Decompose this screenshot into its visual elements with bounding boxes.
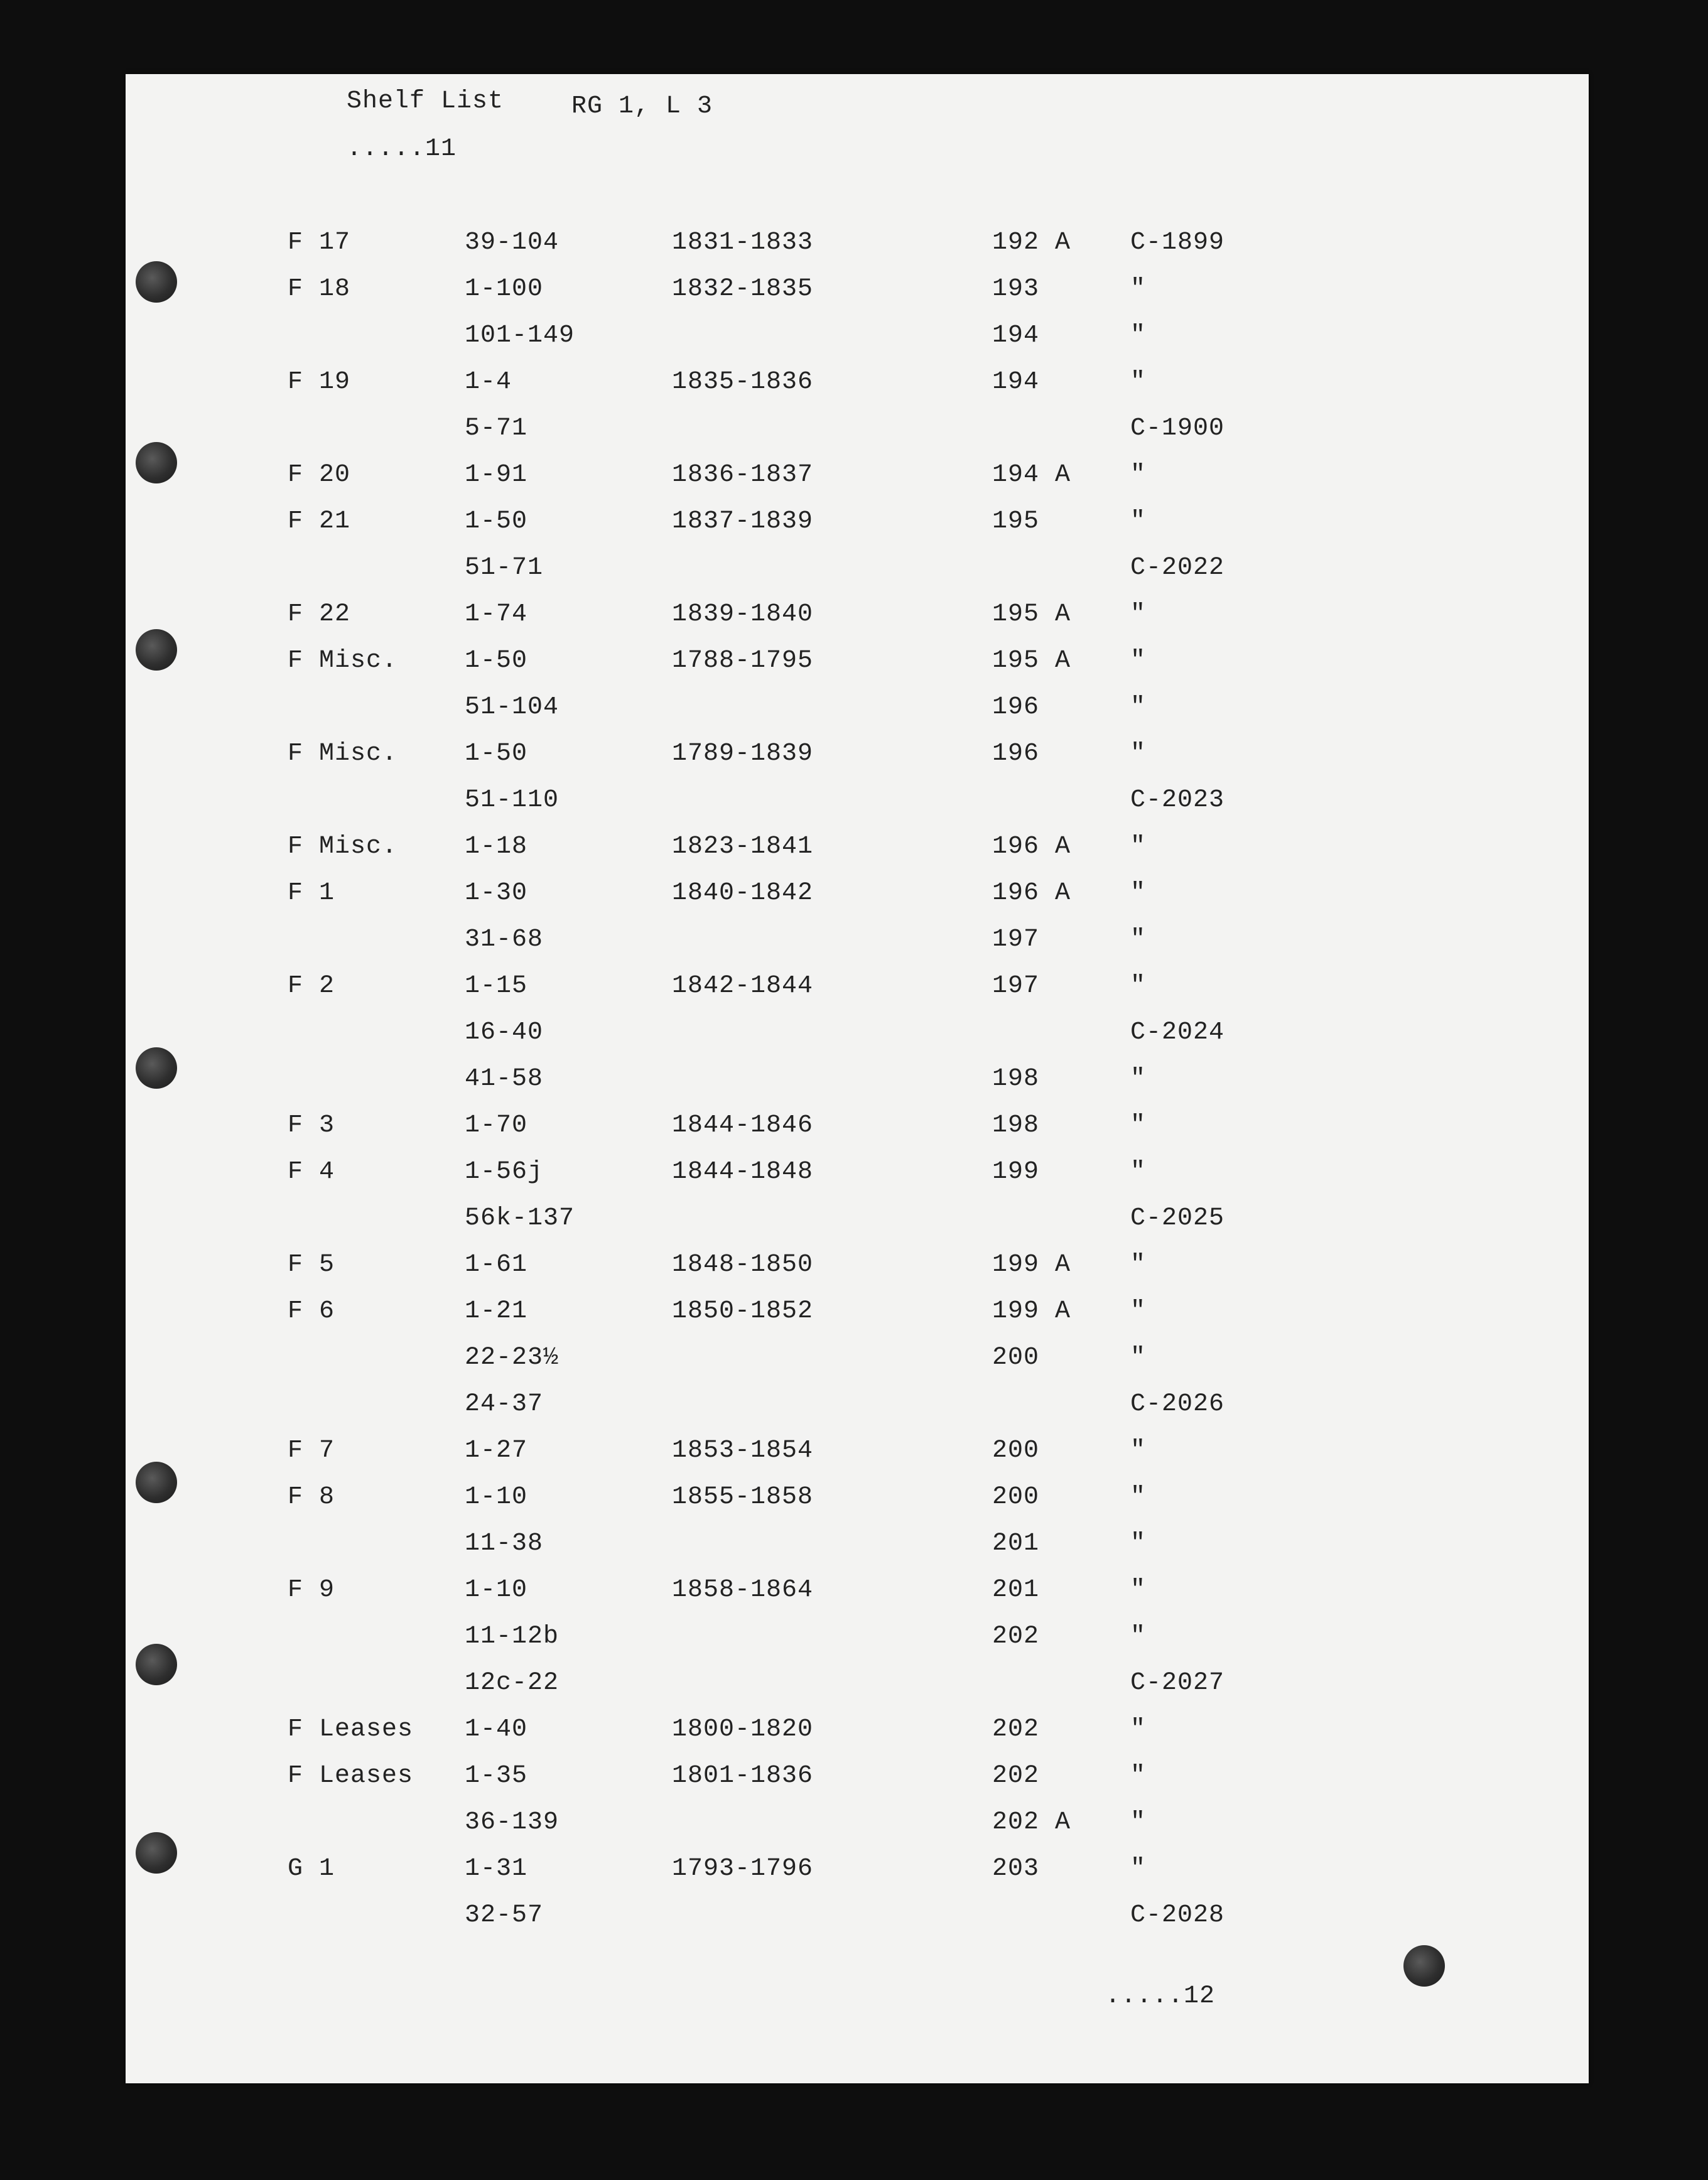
punch-hole bbox=[136, 1047, 177, 1089]
container-cell: " bbox=[1130, 1344, 1147, 1372]
date-range-cell: 1844-1848 bbox=[672, 1158, 814, 1186]
container-cell: C-2026 bbox=[1130, 1390, 1225, 1418]
date-range-cell: 1858-1864 bbox=[672, 1576, 814, 1604]
item-range-cell: 1-50 bbox=[465, 507, 528, 536]
list-row bbox=[126, 1018, 1589, 1055]
container-cell: " bbox=[1130, 275, 1147, 303]
box-number-cell: 203 bbox=[992, 1855, 1040, 1883]
folder-cell: F 2 bbox=[288, 972, 335, 1000]
folder-cell: F 17 bbox=[288, 229, 351, 257]
folder-cell: F 4 bbox=[288, 1158, 335, 1186]
date-range-cell: 1793-1796 bbox=[672, 1855, 814, 1883]
list-row bbox=[126, 832, 1589, 870]
list-row bbox=[126, 785, 1589, 823]
date-range-cell: 1823-1841 bbox=[672, 833, 814, 861]
list-row bbox=[126, 1157, 1589, 1195]
folder-cell: F 21 bbox=[288, 507, 351, 536]
box-number-cell: 199 A bbox=[992, 1297, 1071, 1325]
box-number-cell: 196 bbox=[992, 740, 1040, 768]
container-cell: " bbox=[1130, 740, 1147, 768]
date-range-cell: 1839-1840 bbox=[672, 600, 814, 629]
list-row bbox=[126, 971, 1589, 1009]
date-range-cell: 1832-1835 bbox=[672, 275, 814, 303]
date-range-cell: 1831-1833 bbox=[672, 229, 814, 257]
folder-cell: F 6 bbox=[288, 1297, 335, 1325]
box-number-cell: 201 bbox=[992, 1530, 1040, 1558]
date-range-cell: 1836-1837 bbox=[672, 461, 814, 489]
folder-cell: F 5 bbox=[288, 1251, 335, 1279]
date-range-cell: 1850-1852 bbox=[672, 1297, 814, 1325]
item-range-cell: 12c-22 bbox=[465, 1669, 559, 1697]
folder-cell: F Misc. bbox=[288, 647, 398, 675]
container-cell: " bbox=[1130, 1530, 1147, 1558]
item-range-cell: 39-104 bbox=[465, 229, 559, 257]
container-cell: C-2025 bbox=[1130, 1204, 1225, 1233]
container-cell: " bbox=[1130, 1483, 1147, 1511]
item-range-cell: 24-37 bbox=[465, 1390, 544, 1418]
item-range-cell: 16-40 bbox=[465, 1018, 544, 1047]
folder-cell: F 18 bbox=[288, 275, 351, 303]
record-group-reference: RG 1, L 3 bbox=[571, 92, 713, 121]
container-cell: " bbox=[1130, 1622, 1147, 1651]
container-cell: " bbox=[1130, 507, 1147, 536]
container-cell: " bbox=[1130, 1297, 1147, 1325]
container-cell: C-2023 bbox=[1130, 786, 1225, 814]
list-row bbox=[126, 321, 1589, 359]
container-cell: " bbox=[1130, 693, 1147, 721]
box-number-cell: 202 bbox=[992, 1622, 1040, 1651]
list-row bbox=[126, 600, 1589, 637]
container-cell: " bbox=[1130, 1065, 1147, 1093]
folder-cell: F Leases bbox=[288, 1762, 414, 1790]
container-cell: " bbox=[1130, 1251, 1147, 1279]
item-range-cell: 1-35 bbox=[465, 1762, 528, 1790]
item-range-cell: 11-12b bbox=[465, 1622, 559, 1651]
list-row bbox=[126, 1622, 1589, 1659]
item-range-cell: 11-38 bbox=[465, 1530, 544, 1558]
box-number-cell: 194 bbox=[992, 368, 1040, 396]
box-number-cell: 195 A bbox=[992, 647, 1071, 675]
container-cell: " bbox=[1130, 321, 1147, 350]
container-cell: C-1899 bbox=[1130, 229, 1225, 257]
box-number-cell: 200 bbox=[992, 1344, 1040, 1372]
box-number-cell: 196 A bbox=[992, 833, 1071, 861]
container-cell: " bbox=[1130, 461, 1147, 489]
date-range-cell: 1844-1846 bbox=[672, 1111, 814, 1140]
item-range-cell: 1-74 bbox=[465, 600, 528, 629]
list-row bbox=[126, 1204, 1589, 1241]
container-cell: C-2024 bbox=[1130, 1018, 1225, 1047]
box-number-cell: 200 bbox=[992, 1483, 1040, 1511]
punch-hole bbox=[136, 629, 177, 671]
container-cell: " bbox=[1130, 647, 1147, 675]
container-cell: " bbox=[1130, 1808, 1147, 1837]
folder-cell: F Leases bbox=[288, 1715, 414, 1744]
folder-cell: F 1 bbox=[288, 879, 335, 907]
punch-hole bbox=[136, 1644, 177, 1685]
item-range-cell: 1-91 bbox=[465, 461, 528, 489]
list-row bbox=[126, 693, 1589, 730]
item-range-cell: 1-70 bbox=[465, 1111, 528, 1140]
date-range-cell: 1800-1820 bbox=[672, 1715, 814, 1744]
date-range-cell: 1835-1836 bbox=[672, 368, 814, 396]
folder-cell: F 19 bbox=[288, 368, 351, 396]
list-row bbox=[126, 1389, 1589, 1427]
date-range-cell: 1848-1850 bbox=[672, 1251, 814, 1279]
date-range-cell: 1855-1858 bbox=[672, 1483, 814, 1511]
box-number-cell: 199 bbox=[992, 1158, 1040, 1186]
box-number-cell: 193 bbox=[992, 275, 1040, 303]
folder-cell: F 9 bbox=[288, 1576, 335, 1604]
folder-cell: G 1 bbox=[288, 1855, 335, 1883]
punch-hole bbox=[136, 261, 177, 303]
box-number-cell: 202 bbox=[992, 1762, 1040, 1790]
item-range-cell: 1-50 bbox=[465, 740, 528, 768]
list-row bbox=[126, 646, 1589, 684]
container-cell: " bbox=[1130, 1111, 1147, 1140]
list-row bbox=[126, 1668, 1589, 1706]
punch-hole bbox=[136, 1832, 177, 1874]
item-range-cell: 32-57 bbox=[465, 1901, 544, 1929]
list-row bbox=[126, 414, 1589, 451]
box-number-cell: 199 A bbox=[992, 1251, 1071, 1279]
box-number-cell: 197 bbox=[992, 925, 1040, 954]
folder-cell: F 22 bbox=[288, 600, 351, 629]
list-row bbox=[126, 925, 1589, 963]
container-cell: C-2027 bbox=[1130, 1669, 1225, 1697]
item-range-cell: 101-149 bbox=[465, 321, 575, 350]
box-number-cell: 200 bbox=[992, 1437, 1040, 1465]
container-cell: C-1900 bbox=[1130, 414, 1225, 443]
container-cell: " bbox=[1130, 600, 1147, 629]
item-range-cell: 1-30 bbox=[465, 879, 528, 907]
item-range-cell: 1-10 bbox=[465, 1483, 528, 1511]
item-range-cell: 1-100 bbox=[465, 275, 544, 303]
box-number-cell: 192 A bbox=[992, 229, 1071, 257]
box-number-cell: 198 bbox=[992, 1065, 1040, 1093]
item-range-cell: 22-23½ bbox=[465, 1344, 559, 1372]
container-cell: C-2022 bbox=[1130, 554, 1225, 582]
item-range-cell: 1-18 bbox=[465, 833, 528, 861]
folder-cell: F Misc. bbox=[288, 833, 398, 861]
shelf-list-title: Shelf List bbox=[347, 87, 504, 116]
item-range-cell: 41-58 bbox=[465, 1065, 544, 1093]
container-cell: " bbox=[1130, 1715, 1147, 1744]
list-row bbox=[126, 1436, 1589, 1474]
box-number-cell: 202 A bbox=[992, 1808, 1071, 1837]
item-range-cell: 31-68 bbox=[465, 925, 544, 954]
list-row bbox=[126, 1297, 1589, 1334]
container-cell: " bbox=[1130, 1576, 1147, 1604]
container-cell: " bbox=[1130, 925, 1147, 954]
box-number-cell: 195 bbox=[992, 507, 1040, 536]
item-range-cell: 1-10 bbox=[465, 1576, 528, 1604]
container-cell: " bbox=[1130, 1762, 1147, 1790]
date-range-cell: 1801-1836 bbox=[672, 1762, 814, 1790]
date-range-cell: 1837-1839 bbox=[672, 507, 814, 536]
date-range-cell: 1842-1844 bbox=[672, 972, 814, 1000]
punch-hole bbox=[1403, 1945, 1445, 1987]
box-number-cell: 201 bbox=[992, 1576, 1040, 1604]
list-row bbox=[126, 367, 1589, 405]
list-row bbox=[126, 1111, 1589, 1148]
list-row bbox=[126, 1808, 1589, 1845]
list-row bbox=[126, 460, 1589, 498]
box-number-cell: 195 A bbox=[992, 600, 1071, 629]
container-cell: " bbox=[1130, 1855, 1147, 1883]
item-range-cell: 1-15 bbox=[465, 972, 528, 1000]
list-row bbox=[126, 507, 1589, 544]
item-range-cell: 1-56j bbox=[465, 1158, 544, 1186]
list-row bbox=[126, 1529, 1589, 1567]
box-number-cell: 196 A bbox=[992, 879, 1071, 907]
punch-hole bbox=[136, 442, 177, 483]
list-row bbox=[126, 228, 1589, 266]
item-range-cell: 51-71 bbox=[465, 554, 544, 582]
list-row bbox=[126, 1482, 1589, 1520]
item-range-cell: 51-110 bbox=[465, 786, 559, 814]
box-number-cell: 197 bbox=[992, 972, 1040, 1000]
list-row bbox=[126, 1715, 1589, 1752]
list-row bbox=[126, 1250, 1589, 1288]
folder-cell: F 8 bbox=[288, 1483, 335, 1511]
list-row bbox=[126, 878, 1589, 916]
container-cell: C-2028 bbox=[1130, 1901, 1225, 1929]
item-range-cell: 1-4 bbox=[465, 368, 512, 396]
item-range-cell: 1-31 bbox=[465, 1855, 528, 1883]
item-range-cell: 36-139 bbox=[465, 1808, 559, 1837]
box-number-cell: 198 bbox=[992, 1111, 1040, 1140]
date-range-cell: 1788-1795 bbox=[672, 647, 814, 675]
container-cell: " bbox=[1130, 1437, 1147, 1465]
container-cell: " bbox=[1130, 879, 1147, 907]
folder-cell: F 20 bbox=[288, 461, 351, 489]
item-range-cell: 1-21 bbox=[465, 1297, 528, 1325]
list-row bbox=[126, 553, 1589, 591]
box-number-cell: 196 bbox=[992, 693, 1040, 721]
item-range-cell: 51-104 bbox=[465, 693, 559, 721]
list-row bbox=[126, 739, 1589, 777]
page-marker-end: .....12 bbox=[1105, 1982, 1216, 2010]
box-number-cell: 194 A bbox=[992, 461, 1071, 489]
folder-cell: F 3 bbox=[288, 1111, 335, 1140]
item-range-cell: 1-50 bbox=[465, 647, 528, 675]
container-cell: " bbox=[1130, 368, 1147, 396]
folder-cell: F Misc. bbox=[288, 740, 398, 768]
page-marker-start: .....11 bbox=[347, 135, 457, 163]
box-number-cell: 202 bbox=[992, 1715, 1040, 1744]
item-range-cell: 56k-137 bbox=[465, 1204, 575, 1233]
date-range-cell: 1853-1854 bbox=[672, 1437, 814, 1465]
box-number-cell: 194 bbox=[992, 321, 1040, 350]
item-range-cell: 5-71 bbox=[465, 414, 528, 443]
item-range-cell: 1-61 bbox=[465, 1251, 528, 1279]
item-range-cell: 1-40 bbox=[465, 1715, 528, 1744]
item-range-cell: 1-27 bbox=[465, 1437, 528, 1465]
container-cell: " bbox=[1130, 972, 1147, 1000]
folder-cell: F 7 bbox=[288, 1437, 335, 1465]
container-cell: " bbox=[1130, 1158, 1147, 1186]
list-row bbox=[126, 274, 1589, 312]
punch-hole bbox=[136, 1462, 177, 1503]
list-row bbox=[126, 1901, 1589, 1938]
list-row bbox=[126, 1761, 1589, 1799]
list-row bbox=[126, 1064, 1589, 1102]
document-page bbox=[126, 74, 1589, 2083]
date-range-cell: 1840-1842 bbox=[672, 879, 814, 907]
container-cell: " bbox=[1130, 833, 1147, 861]
list-row bbox=[126, 1575, 1589, 1613]
list-row bbox=[126, 1343, 1589, 1381]
list-row bbox=[126, 1854, 1589, 1892]
date-range-cell: 1789-1839 bbox=[672, 740, 814, 768]
